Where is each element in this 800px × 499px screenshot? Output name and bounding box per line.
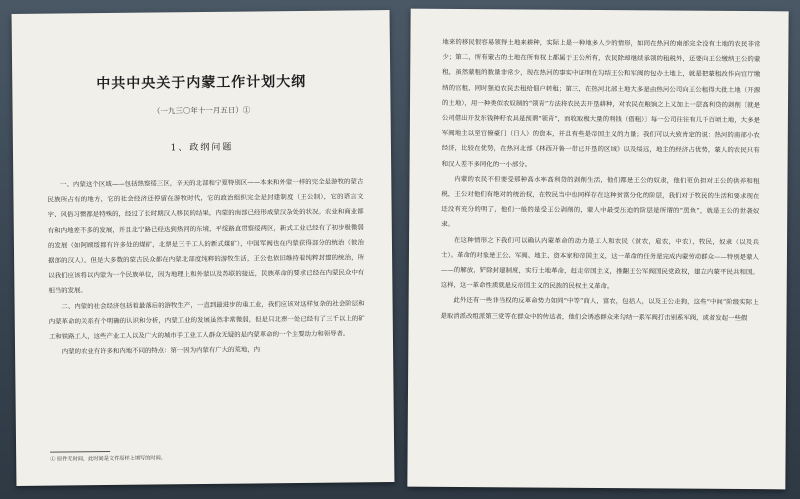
document-page-right xyxy=(407,9,788,490)
paragraph: 二、内蒙的社会经济包括着最落后的游牧生产，一直到最进步的重工业，我们应该对这样复杂的社会阶层和内蒙革命的关系有个明确的认识和分析，内蒙工业的发展虽然非常微弱，但是只北票一处已经有了三千以上的矿工和铁路工人，这些产业工人以及广大的城市手工业工人群众无疑的是内蒙革命的一个主要动力和领导者。 xyxy=(48,298,365,341)
footnote-divider xyxy=(50,451,110,453)
right-body-text xyxy=(440,35,760,326)
section-heading: 1、政纲问题 xyxy=(170,142,234,154)
left-body-text xyxy=(47,174,365,360)
paragraph: 此外还有一些非当权的反革命势力如同“中等”商人，富农，包括人，以及王公走狗，这些“中间”阶级实际上是取消派改组派第三党等在群众中的传达者，他们会诱惑群众来勾结一系军阀打击别系军阀，或者发起一些假 xyxy=(440,296,759,322)
document-page-left xyxy=(12,10,395,486)
paragraph: 一、内蒙这个区域——包括热察绥三区，辛天的北部和宁夏特别区——本来和外蒙一样的完全是游牧的蒙古民族所占有的地方，它的社会经济还停留在游牧时代，它的政治组织完全是封建制度（王公制），它的语言文字、风俗习惯都是特殊的，经过了长时期汉人移民的结果，内蒙的南部已经形成蒙汉杂处的状况。农业和商业都有和内地差不多的发展，并且北宁路已经达到热河的东境，平绥路直贯察绥两区，新式工业已经有了初步极微弱的发展（如阿顾绥都有许多处的煤矿，北票是三千工人的新式煤矿），中国军阀也在内蒙获得部分的统治（彼治据部的汉人）。但是大多数的蒙古民众都在内蒙北部度纯粹的游牧生活，王公也依旧维持着纯粹封建的统治，所以我们应该将以内蒙为一个民族单位，因为地理上和外蒙以及苏联的接近，民族革命的要求已经在内蒙民众中有相当的发展。 xyxy=(47,177,365,296)
paragraph: 内蒙的农民不但要受那种高水率高利贷的剥削生活，他们都是王公的奴隶，他们更负担对王公的供养和租税，王公对他们有绝对的统治权，在牧民当中也同样存在这种贫富分化的阶层，我们对于牧民的生活和要求现在还没有充分的明了，他们一般的是受王公剥削的，蒙人中最受压迫的阶层是所谓的“黑鱼”，就是王公的世袭奴隶。 xyxy=(441,174,760,229)
document-title: 中共中央关于内蒙工作计划大纲 xyxy=(96,73,307,93)
paragraph: 在这种情形之下我们可以确认内蒙革命的动力是工人和农民（贫农，雇农，中农），牧民，奴隶（以及兵士）。革命的对象是王公、军阀、地主、资本家和帝国主义，这一革命的任务是完成内蒙劳动群众——特别是蒙人——的解放，铲除封建制度，实行土地革命，赶走帝国主义，推翻王公军阀国民党政权，建立内蒙平民共和国。这样，这一革命性质就是反帝国主义的民族的民权主义革命。 xyxy=(440,235,760,291)
paragraph: 地来的移民很容易领得土地来耕种，实际上是一种地多人少的情形，如同在热河的南部完全没有土地的农民非常少；第二，所有蒙古的土地在所有权上都属于王公所有，农民除却继续承领的租税外，还要向王公缴纳王公的蒙租，虽然蒙租的数量非常少，现在热河的事实中证明在勾结王公和军阀的包办土地上，就是把蒙租改作向官厅缴纳的官租，同时强迫农民去租给佃户转租；第三，在热河北部土地大多是由热河公司向王公租得大批土地（开源的土地），用一种类似农奴制的“领青”方法将农民去开垦耕种，对农民在粮饷之上又加上一层高利贷的剥削〔就是公司借出开发东钱种籽农具是预谓“领青”，而收取极大量的利钱（借粗）〕每一公司往往有几千百顷土地，大多是军阀地主以至官僚豪门（日人）的资本，并且有些是帝国主义的力量；我们可以大致肯定的说：热河的南部小农经济，比较在优势，在热河北部《林西开鲁一带已开垦的区域》以及绥远，地主的经济占优势，蒙人的农民只有和汉人差不多同化的一小部分。 xyxy=(441,37,761,169)
document-date: （一九三〇年十一月五日）① xyxy=(152,105,251,116)
paragraph: 内蒙的农业有许多和内地不同的特点：第一因为内蒙有广大的荒地，内 xyxy=(61,345,261,356)
footnote: ① 原件无时间，此时间是文件原样上填写的时间。 xyxy=(50,455,167,463)
